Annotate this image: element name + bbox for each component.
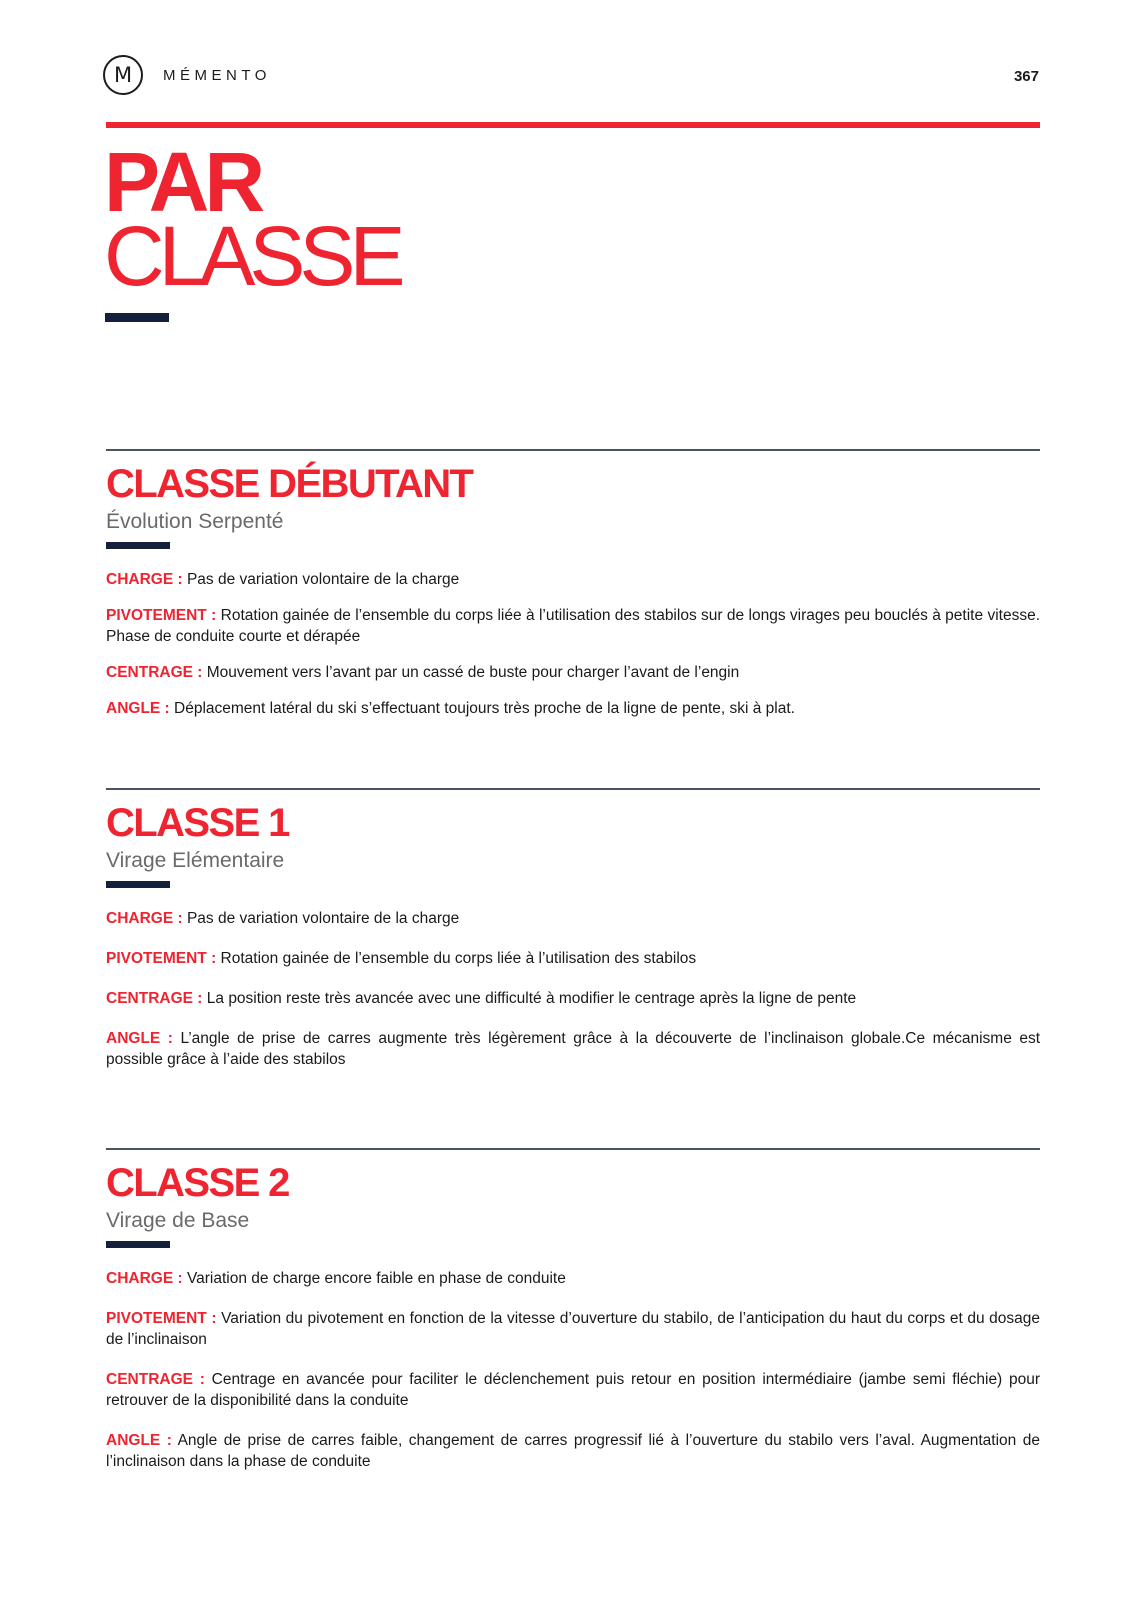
criteria-label: CENTRAGE : xyxy=(106,1371,205,1388)
criteria-text: L’angle de prise de carres augmente très légèrement grâce à la découverte de l’inclinaison globale.Ce mécanisme est possible grâce à l’aide des stabilos xyxy=(106,1030,1041,1068)
section-underline xyxy=(106,881,170,888)
section-divider xyxy=(106,788,1040,790)
criteria-text: Mouvement vers l’avant par un cassé de buste pour charger l’avant de l’engin xyxy=(206,664,740,681)
criteria-label: PIVOTEMENT : xyxy=(106,1310,217,1327)
criteria-label: PIVOTEMENT : xyxy=(106,607,217,624)
criteria-pivotement xyxy=(106,605,1040,647)
criteria-text: Centrage en avancée pour faciliter le déclenchement puis retour en position intermédiaire (jambe semi fléchie) pour retrouver de la disponibilité dans la conduite xyxy=(106,1371,1040,1409)
criteria-label: ANGLE : xyxy=(106,1030,173,1047)
criteria-charge xyxy=(106,908,1040,929)
section-title: CLASSE DÉBUTANT xyxy=(106,462,473,506)
logo-letter: M xyxy=(113,63,133,87)
section-classe-debutant xyxy=(106,449,1040,734)
page-number: 367 xyxy=(1013,68,1039,85)
memento-logo-icon xyxy=(103,55,143,95)
section-underline xyxy=(106,542,170,549)
criteria-label: CENTRAGE : xyxy=(106,990,203,1007)
section-subtitle: Virage de Base xyxy=(106,1209,250,1232)
criteria-angle xyxy=(106,1028,1040,1070)
criteria-list xyxy=(106,1268,1040,1472)
criteria-centrage xyxy=(106,988,1040,1009)
header-rule xyxy=(106,122,1040,128)
criteria-list xyxy=(106,908,1040,1070)
page-title-line1: PAR xyxy=(104,135,261,229)
criteria-pivotement xyxy=(106,948,1040,969)
section-subtitle: Virage Elémentaire xyxy=(106,849,285,872)
section-divider xyxy=(106,449,1040,451)
criteria-label: CHARGE : xyxy=(106,571,183,588)
criteria-label: CHARGE : xyxy=(106,910,183,927)
section-title: CLASSE 2 xyxy=(106,1161,289,1205)
criteria-text: Pas de variation volontaire de la charge xyxy=(186,910,460,927)
criteria-text: Pas de variation volontaire de la charge xyxy=(186,571,460,588)
criteria-text: Angle de prise de carres faible, changement de carres progressif lié à l’ouverture du stabilo vers l’aval. Augmentation de l’inclinaison dans la phase de conduite xyxy=(106,1432,1040,1470)
page-title-line2: CLASSE xyxy=(104,209,400,303)
header-label: MÉMENTO xyxy=(163,67,271,84)
criteria-charge xyxy=(106,1268,1040,1289)
criteria-angle xyxy=(106,698,1040,719)
criteria-centrage xyxy=(106,1369,1040,1411)
section-underline xyxy=(106,1241,170,1248)
criteria-pivotement xyxy=(106,1308,1040,1350)
criteria-text: Variation de charge encore faible en phase de conduite xyxy=(186,1270,566,1287)
criteria-text: Déplacement latéral du ski s’effectuant toujours très proche de la ligne de pente, ski à plat. xyxy=(174,700,795,717)
criteria-text: Rotation gainée de l’ensemble du corps liée à l’utilisation des stabilos xyxy=(220,950,697,967)
criteria-label: ANGLE : xyxy=(106,1432,172,1449)
criteria-charge xyxy=(106,569,1040,590)
section-classe-1 xyxy=(106,788,1040,1089)
section-classe-2 xyxy=(106,1148,1040,1491)
criteria-text: Rotation gainée de l’ensemble du corps liée à l’utilisation des stabilos sur de longs virages peu bouclés à petite vitesse. Phase de conduite courte et dérapée xyxy=(106,607,1041,645)
criteria-angle xyxy=(106,1430,1040,1472)
criteria-label: ANGLE : xyxy=(106,700,170,717)
criteria-text: La position reste très avancée avec une difficulté à modifier le centrage après la ligne de pente xyxy=(206,990,857,1007)
title-underline xyxy=(105,313,169,322)
criteria-list xyxy=(106,569,1040,719)
criteria-label: PIVOTEMENT : xyxy=(106,950,217,967)
section-divider xyxy=(106,1148,1040,1150)
criteria-text: Variation du pivotement en fonction de la vitesse d’ouverture du stabilo, de l’anticipation du haut du corps et du dosage de l’inclinaison xyxy=(106,1310,1041,1348)
criteria-label: CENTRAGE : xyxy=(106,664,203,681)
section-subtitle: Évolution Serpenté xyxy=(106,510,284,533)
criteria-centrage xyxy=(106,662,1040,683)
section-title: CLASSE 1 xyxy=(106,801,289,845)
criteria-label: CHARGE : xyxy=(106,1270,183,1287)
